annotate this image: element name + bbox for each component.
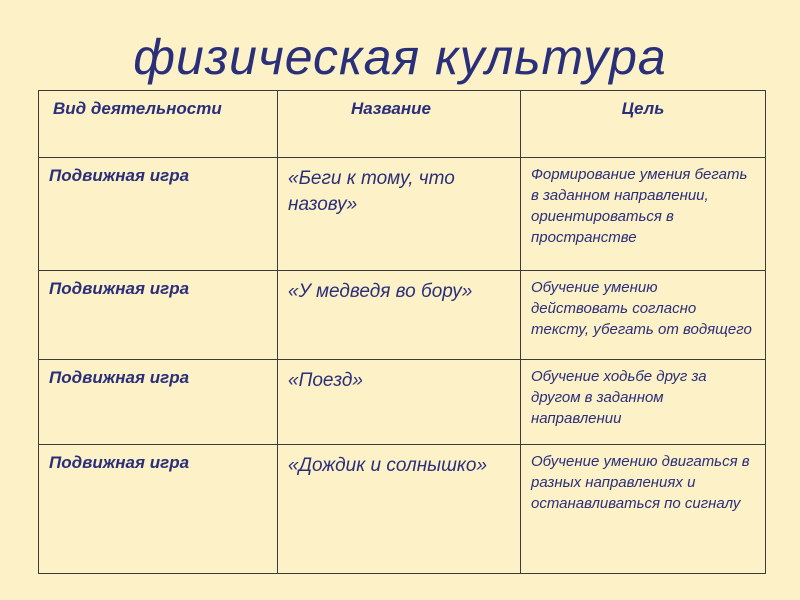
header-activity-label: Вид деятельности <box>53 99 222 118</box>
page-title: физическая культура <box>133 29 667 85</box>
header-name-label: Название <box>350 99 431 118</box>
goal-cell <box>521 445 766 574</box>
name-text: «Поезд» <box>288 370 363 391</box>
table-row <box>39 445 766 574</box>
table-row <box>39 271 766 360</box>
table-row <box>39 158 766 271</box>
goal-cell <box>521 360 766 445</box>
goal-cell <box>521 158 766 271</box>
name-cell <box>278 445 521 574</box>
goal-text: Формирование умения бегать в заданном направлении, ориентироваться в пространстве <box>531 166 748 246</box>
name-text: «У медведя во бору» <box>288 281 473 302</box>
activity-cell <box>39 158 278 271</box>
activity-cell <box>39 271 278 360</box>
activity-text: Подвижная игра <box>49 166 190 185</box>
activity-text: Подвижная игра <box>49 453 190 472</box>
activity-text: Подвижная игра <box>49 368 190 387</box>
activity-cell <box>39 445 278 574</box>
goal-text: Обучение умению двигаться в разных направлениях и останавливаться по сигналу <box>531 453 750 512</box>
goal-text: Обучение ходьбе друг за другом в заданном направлении <box>531 368 707 427</box>
name-cell <box>278 360 521 445</box>
name-cell <box>278 158 521 271</box>
header-name <box>278 91 521 158</box>
name-text: «Беги к тому, что назову» <box>288 168 455 215</box>
activity-table <box>38 90 766 574</box>
table-header-row <box>39 91 766 158</box>
header-activity <box>39 91 278 158</box>
header-goal <box>521 91 766 158</box>
goal-text: Обучение умению действовать согласно тексту, убегать от водящего <box>531 279 752 338</box>
activity-cell <box>39 360 278 445</box>
header-goal-label: Цель <box>621 99 665 118</box>
name-text: «Дождик и солнышко» <box>288 455 488 476</box>
table-row <box>39 360 766 445</box>
goal-cell <box>521 271 766 360</box>
name-cell <box>278 271 521 360</box>
activity-text: Подвижная игра <box>49 279 190 298</box>
